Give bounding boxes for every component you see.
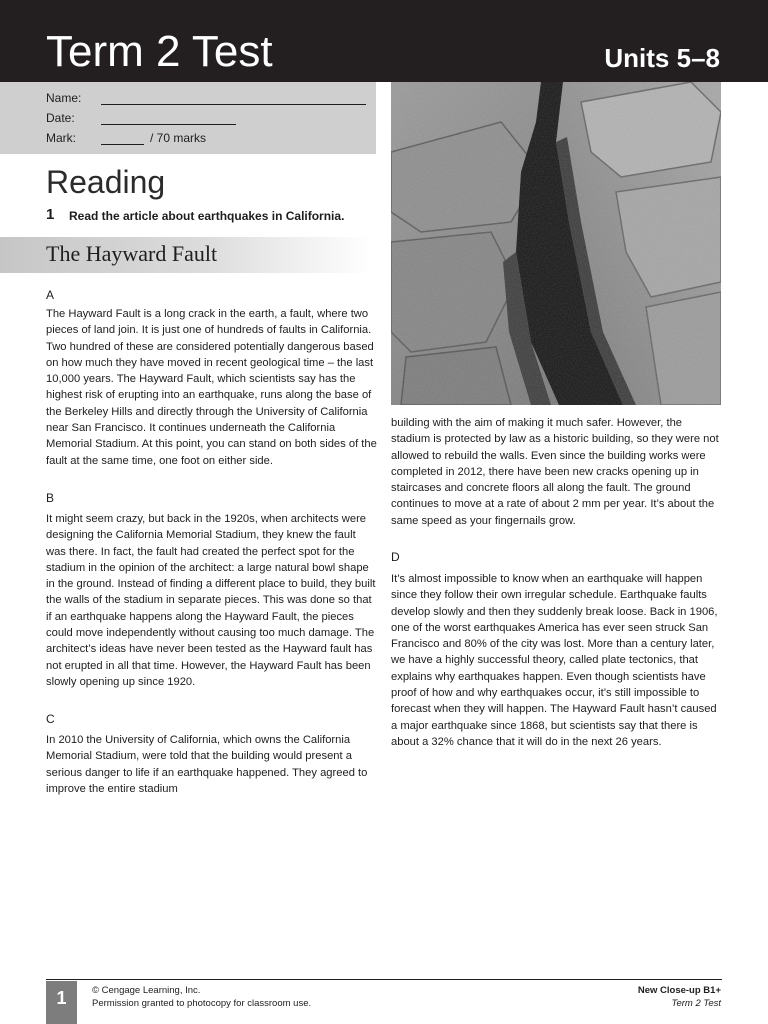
paragraph-c: In 2010 the University of California, which owns the California Memorial Stadium, were told that the building would present a serious danger to life if an earthquake happened. They agreed to improve the entire stadium: [46, 734, 368, 795]
date-field[interactable]: [101, 124, 236, 125]
name-label: Name:: [46, 91, 82, 105]
section-label-a: A: [46, 288, 55, 302]
paragraph-c-continued: building with the aim of making it much safer. However, the stadium is protected by law as a historic building, so they were not allowed to rebuild the walls. Even since the building works were completed in 2012, there have been new cracks opening up in staircases and concrete floors all along the fault. The ground continues to move at a rate of about 2 mm per year. It’s about the same speed as your fingernails grow.: [391, 417, 719, 527]
name-field[interactable]: [101, 104, 366, 105]
date-label: Date:: [46, 111, 75, 125]
permission-text: Permission granted to photocopy for classroom use.: [92, 998, 312, 1009]
mark-total: / 70 marks: [150, 131, 207, 145]
header-bar: [0, 0, 768, 82]
section-label-c: C: [46, 712, 55, 726]
footer-rule: [46, 979, 722, 980]
units-label: Units 5–8: [604, 43, 720, 73]
question-number: 1: [46, 206, 55, 223]
mark-label: Mark:: [46, 131, 76, 145]
page-number: 1: [56, 988, 67, 1008]
section-heading: Reading: [46, 164, 166, 200]
copyright-text: © Cengage Learning, Inc.: [92, 985, 201, 996]
mark-field[interactable]: [101, 144, 144, 145]
question-instruction: Read the article about earthquakes in California.: [69, 209, 345, 223]
paragraph-d: It’s almost impossible to know when an earthquake will happen since they follow their own irregular schedule. Earthquake faults develop slowly and then they suddenly break loose. Back in 1906, one of the worst earthquakes America has ever seen struck San Francisco and 80% of the city was lost. More than a century later, we have a highly successful theory, called plate tectonics, that explains why earthquakes happen. Even though scientists have proof of how and why earthquakes occur, it’s still impossible to forecast when they will happen. The Hayward Fault hasn’t caused a major earthquake since 1868, but scientists say that there is about a 32% chance that it will do in the next 26 years.: [391, 573, 718, 748]
paragraph-a: The Hayward Fault is a long crack in the earth, a fault, where two pieces of land join. It is just one of hundreds of faults in California. Two hundred of these are considered potentially dangerous based on how much they have moved in recent geological time – the last 10,000 years. The Hayward Fault, which scientists say has the highest risk of erupting into an earthquake, runs along the base of the Berkeley Hills and directly through the University of California near San Francisco. It continues underneath the California Memorial Stadium. At this point, you can stand on both sides of the fault at the same time, one foot on either side.: [46, 308, 377, 467]
section-label-d: D: [391, 550, 400, 564]
student-info-box: [0, 82, 376, 154]
article-title: The Hayward Fault: [46, 241, 218, 266]
fault-photo-illustration: [391, 82, 721, 405]
book-title: New Close-up B1+: [637, 985, 721, 996]
paragraph-b: It might seem crazy, but back in the 1920s, when architects were designing the California Memorial Stadium, they knew the fault was there. In fact, the fault had created the perfect spot for the stadium in the opinion of the architect: a large natural bowl shape in the ground. Instead of finding a different place to build, they built the walls of the stadium in separate pieces. This was done so that if an earthquake happens along the Hayward Fault, the pieces could move independently without causing too much damage. The architect’s ideas have never been tested as the Hayward fault has not erupted in all that time. However, the Hayward Fault has been slowly opening up since 1920.: [46, 513, 376, 688]
section-label-b: B: [46, 491, 55, 505]
fault-photo: [391, 82, 721, 405]
test-name: Term 2 Test: [671, 998, 721, 1009]
test-title: Term 2 Test: [46, 27, 273, 76]
